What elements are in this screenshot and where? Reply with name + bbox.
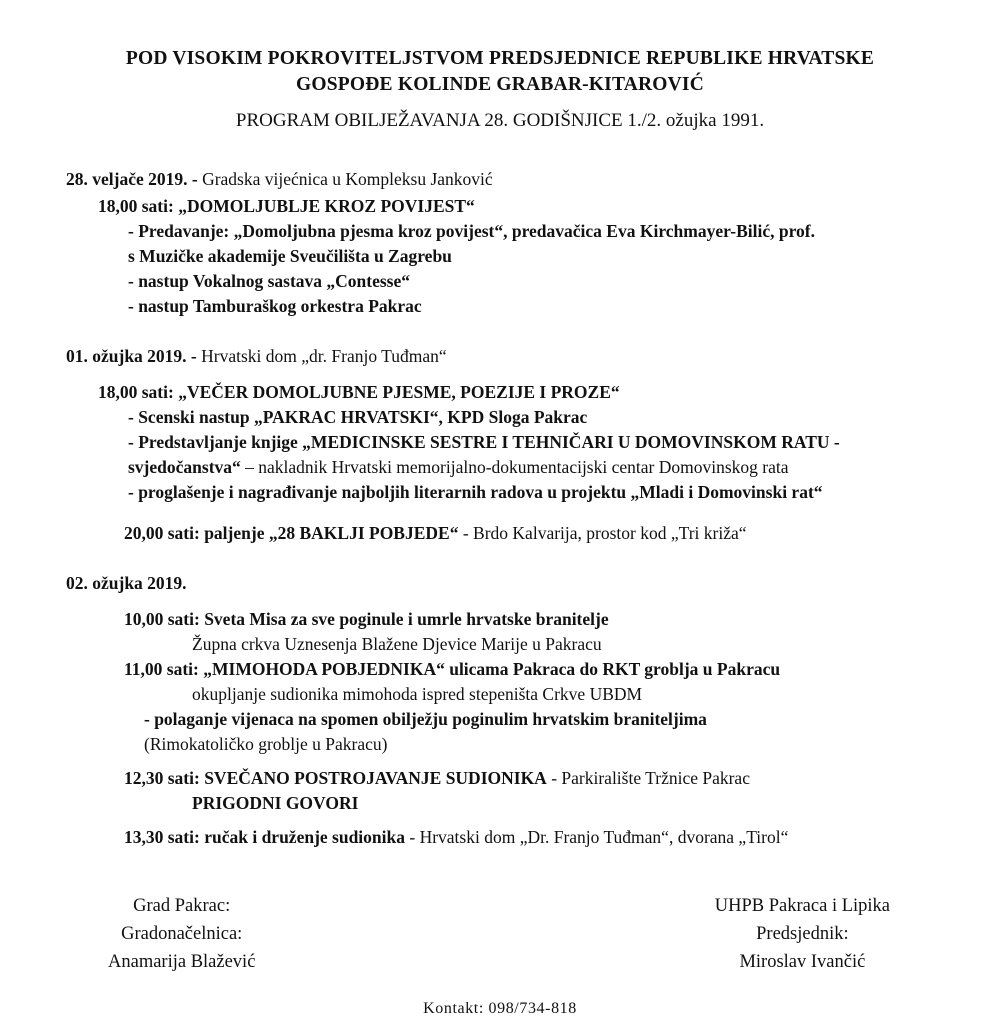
section-3-item-1-bold: 10,00 sati: Sveta Misa za sve poginule i umrle hrvatske branitelje	[124, 609, 609, 629]
section-3-item-8-bold: PRIGODNI GOVORI	[192, 793, 359, 813]
header-line-1: POD VISOKIM POKROVITELJSTVOM PREDSJEDNICE REPUBLIKE HRVATSKE	[125, 48, 875, 69]
section-1-item-1	[66, 194, 960, 219]
section-2-item-4-bold: svjedočanstva“	[128, 457, 241, 477]
section-1-item-2-bold: - Predavanje: „Domoljubna pjesma kroz povijest“, predavačica Eva Kirchmayer-Bilić, prof.	[128, 221, 815, 241]
signature-right	[715, 892, 890, 976]
section-3-item-5	[66, 707, 960, 732]
section-3-date	[66, 568, 960, 598]
section-3-item-7	[66, 766, 960, 791]
section-2-item-6-bold: 20,00 sati: paljenje „28 BAKLJI POBJEDE“	[124, 523, 459, 543]
signature-left-org: Grad Pakrac:	[133, 896, 231, 916]
section-2-item-6	[66, 521, 960, 546]
section-2-item-5-bold: - proglašenje i nagrađivanje najboljih literarnih radova u projektu „Mladi i Domovinski rat“	[128, 482, 823, 502]
section-1-date-rest: Gradska vijećnica u Kompleksu Janković	[197, 169, 493, 189]
section-2-item-1	[66, 380, 960, 405]
section-3-item-6-rest: (Rimokatoličko groblje u Pakracu)	[144, 734, 388, 754]
section-3-item-2-rest: Župna crkva Uznesenja Blažene Djevice Marije u Pakracu	[192, 634, 602, 654]
section-3-item-8	[66, 791, 960, 816]
section-2-item-5	[66, 480, 960, 505]
section-2-date-bold: 01. ožujka 2019. -	[66, 346, 197, 366]
signature-left	[108, 892, 255, 976]
section-3-item-9	[66, 825, 960, 850]
section-1-item-3	[66, 244, 960, 269]
spacer	[66, 371, 960, 380]
section-1-item-4	[66, 269, 960, 294]
section-3-item-4-rest: okupljanje sudionika mimohoda ispred stepeništa Crkve UBDM	[192, 684, 643, 704]
signature-right-role: Predsjednik:	[756, 924, 849, 944]
section-2-item-1-bold: 18,00 sati: „VEČER DOMOLJUBNE PJESME, POEZIJE I PROZE“	[98, 382, 620, 402]
signature-left-role: Gradonačelnica:	[121, 924, 243, 944]
section-3-item-7-rest: - Parkiralište Tržnice Pakrac	[546, 768, 750, 788]
header-line-2: GOSPOĐE KOLINDE GRABAR-KITAROVIĆ	[296, 74, 704, 95]
program-body	[0, 164, 1000, 850]
section-2-item-2-bold: - Scenski nastup „PAKRAC HRVATSKI“, KPD Sloga Pakrac	[128, 407, 588, 427]
section-1-item-5	[66, 294, 960, 319]
section-1-item-5-bold: - nastup Tamburaškog orkestra Pakrac	[128, 296, 422, 316]
section-2-date-rest: Hrvatski dom „dr. Franjo Tuđman“	[196, 346, 447, 366]
contact-line: Kontakt: 098/734-818	[423, 1000, 577, 1017]
section-1-item-3-bold: s Muzičke akademije Sveučilišta u Zagrebu	[128, 246, 452, 266]
signature-right-name: Miroslav Ivančić	[739, 952, 866, 972]
program-section-2	[66, 341, 960, 546]
header-line-3: PROGRAM OBILJEŽAVANJA 28. GODIŠNJICE 1./2. ožujka 1991.	[235, 110, 765, 131]
section-3-item-3	[66, 657, 960, 682]
section-1-item-4-bold: - nastup Vokalnog sastava „Contesse“	[128, 271, 411, 291]
spacer	[66, 816, 960, 825]
section-1-date-bold: 28. veljače 2019. -	[66, 169, 198, 189]
section-3-item-4	[66, 682, 960, 707]
section-2-item-4-rest: – nakladnik Hrvatski memorijalno-dokumentacijski centar Domovinskog rata	[240, 457, 789, 477]
section-1-item-2	[66, 219, 960, 244]
section-1-item-1-bold: 18,00 sati: „DOMOLJUBLJE KROZ POVIJEST“	[98, 196, 475, 216]
section-3-date-bold: 02. ožujka 2019.	[66, 573, 187, 593]
section-2-date	[66, 341, 960, 371]
spacer	[66, 757, 960, 766]
section-3-item-1	[66, 607, 960, 632]
spacer	[66, 505, 960, 521]
section-2-item-2	[66, 405, 960, 430]
section-2-item-4	[66, 455, 960, 480]
spacer	[66, 598, 960, 607]
program-section-1	[66, 164, 960, 319]
section-2-item-6-rest: - Brdo Kalvarija, prostor kod „Tri križa“	[458, 523, 747, 543]
section-2-item-3-bold: - Predstavljanje knjige „MEDICINSKE SESTRE I TEHNIČARI U DOMOVINSKOM RATU -	[128, 432, 840, 452]
signature-left-name: Anamarija Blažević	[108, 952, 256, 972]
section-3-item-2	[66, 632, 960, 657]
signature-right-org: UHPB Pakraca i Lipika	[714, 896, 890, 916]
section-3-item-6	[66, 732, 960, 757]
document-header	[0, 46, 1000, 136]
section-3-item-3-bold: 11,00 sati: „MIMOHODA POBJEDNIKA“ ulicama Pakraca do RKT groblja u Pakracu	[124, 659, 781, 679]
document-page	[0, 46, 1000, 1017]
section-3-item-9-bold: 13,30 sati: ručak i druženje sudionika	[124, 827, 405, 847]
section-3-item-9-rest: - Hrvatski dom „Dr. Franjo Tuđman“, dvorana „Tirol“	[405, 827, 789, 847]
section-2-item-3	[66, 430, 960, 455]
section-1-date	[66, 164, 960, 194]
section-3-item-5-bold: - polaganje vijenaca na spomen obilježju poginulim hrvatskim braniteljima	[144, 709, 707, 729]
signature-block	[0, 892, 1000, 976]
program-section-3	[66, 568, 960, 850]
section-3-item-7-bold: 12,30 sati: SVEČANO POSTROJAVANJE SUDIONIKA	[124, 768, 547, 788]
